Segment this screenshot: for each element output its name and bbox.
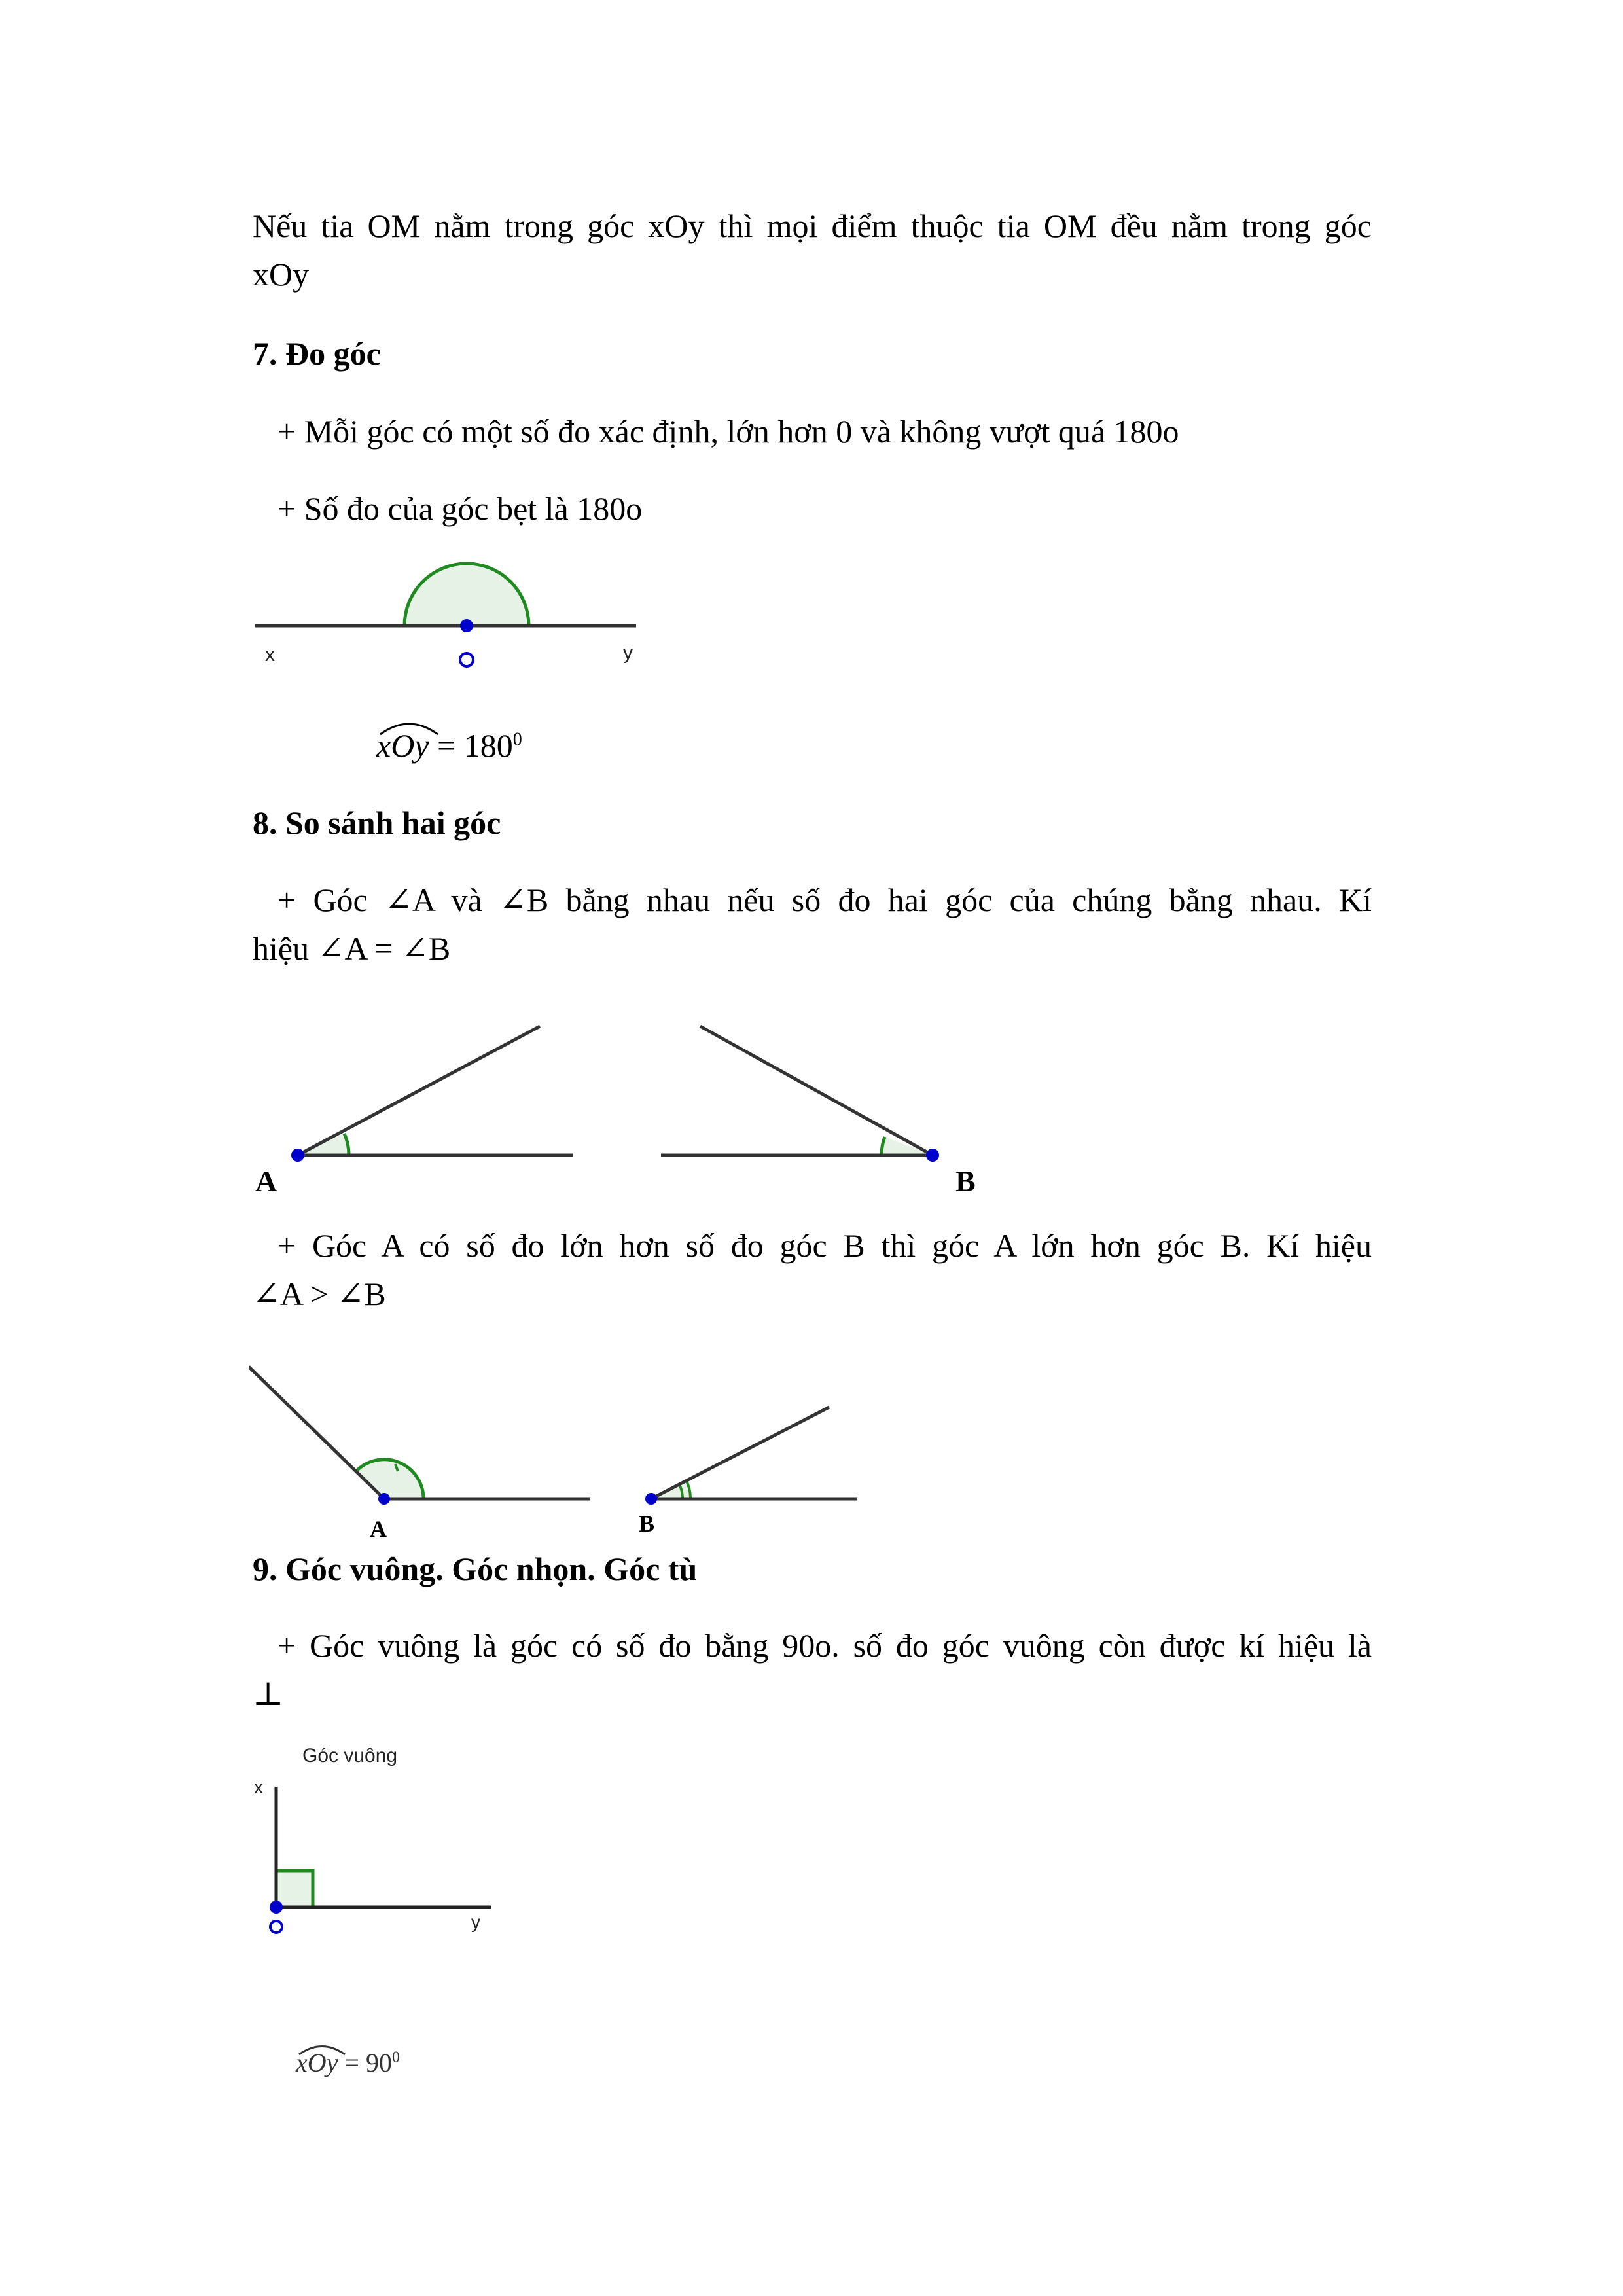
right-angle-marker xyxy=(276,1871,313,1907)
label-a: A xyxy=(370,1516,387,1542)
label-x: x xyxy=(265,644,275,666)
angle-b-vertex xyxy=(645,1493,657,1505)
intro-line-1: Nếu tia OM nằm trong góc xOy thì mọi điểm thuộc tia OM đều nằm trong góc xyxy=(253,207,1372,244)
angle-b-vertex xyxy=(926,1149,939,1162)
angle-a-vertex xyxy=(291,1149,304,1162)
angle-b-ray-2 xyxy=(700,1026,933,1155)
section-8-para-2-line-1: + Góc A có số đo lớn hơn số đo góc B thì góc A lớn hơn góc B. Kí hiệu xyxy=(277,1227,1372,1264)
label-o xyxy=(270,1921,282,1933)
label-o xyxy=(460,653,473,666)
section-8-para-2-line-2: ∠A > ∠B xyxy=(253,1276,386,1312)
section-9-heading: 9. Góc vuông. Góc nhọn. Góc tù xyxy=(253,1551,698,1587)
compare-angles-figure xyxy=(249,1348,870,1545)
label-b: B xyxy=(639,1511,655,1537)
formula-exponent: 0 xyxy=(391,2049,400,2066)
angle-a-vertex xyxy=(378,1493,390,1505)
label-y: y xyxy=(471,1912,480,1932)
label-y: y xyxy=(623,642,633,664)
vertex-point xyxy=(270,1901,283,1914)
vertex-point xyxy=(460,619,473,632)
angle-b-ray-2 xyxy=(651,1407,829,1499)
section-8-heading: 8. So sánh hai góc xyxy=(253,804,501,841)
section-9-para-1-line-1: + Góc vuông là góc có số đo bằng 90o. số đo góc vuông còn được kí hiệu là xyxy=(277,1627,1372,1664)
section-7-bullet-1: + Mỗi góc có một số đo xác định, lớn hơn 0 và không vượt quá 180o xyxy=(277,413,1179,450)
straight-angle-formula xyxy=(376,726,522,764)
right-angle-figure xyxy=(249,1728,510,1937)
section-9-para-1-line-2: ⊥ xyxy=(253,1676,284,1712)
section-7-heading: 7. Đo góc xyxy=(253,335,381,372)
label-x: x xyxy=(254,1777,263,1797)
formula-angle: xOy xyxy=(296,2048,338,2077)
formula-value: = 90 xyxy=(344,2048,392,2077)
straight-angle-figure xyxy=(249,556,654,687)
label-a: A xyxy=(255,1164,277,1198)
label-b: B xyxy=(955,1164,976,1198)
section-8-para-1-line-1: + Góc ∠A và ∠B bằng nhau nếu số đo hai góc của chúng bằng nhau. Kí xyxy=(277,882,1372,918)
hat-arc xyxy=(376,717,442,737)
formula-value: = 180 xyxy=(437,727,513,764)
section-8-para-1-line-2: hiệu ∠A = ∠B xyxy=(253,930,451,967)
intro-line-2: xOy xyxy=(253,256,310,293)
straight-angle-arc xyxy=(404,564,529,626)
equal-angles-figure xyxy=(252,1001,985,1211)
right-angle-formula xyxy=(296,2047,400,2078)
angle-a-ray-2 xyxy=(249,1367,384,1499)
right-angle-caption: Góc vuông xyxy=(302,1745,398,1767)
section-7-bullet-2: + Số đo của góc bẹt là 180o xyxy=(277,490,643,527)
formula-angle: xOy xyxy=(376,727,429,764)
formula-exponent: 0 xyxy=(512,729,522,750)
hat-arc xyxy=(296,2041,348,2056)
angle-a-ray-2 xyxy=(298,1026,540,1155)
